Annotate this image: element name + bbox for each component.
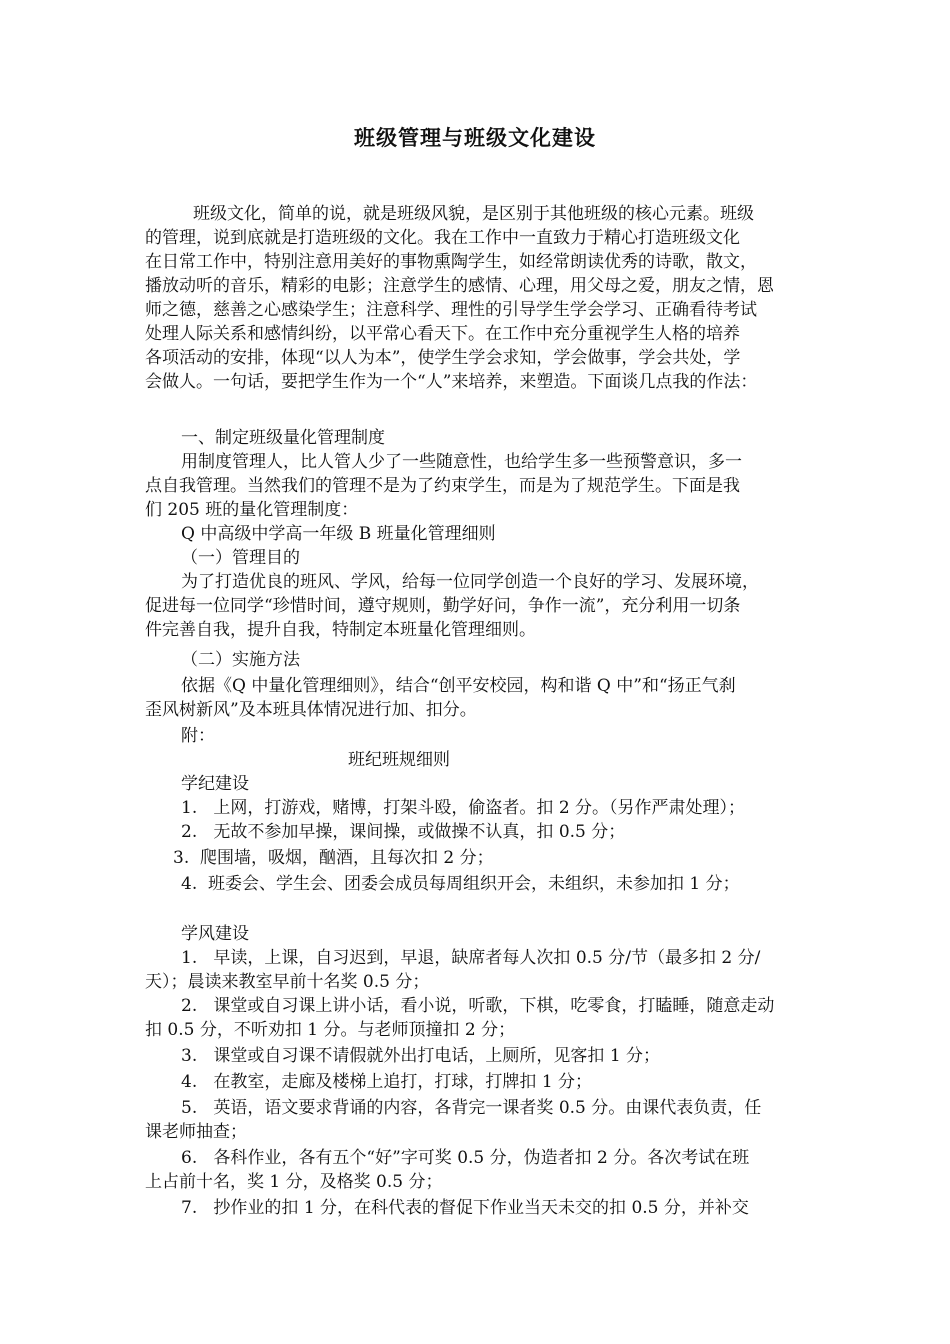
section-para-line-1: 用制度管理人，比人管人少了一些随意性，也给学生多一些预警意识，多一 (181, 452, 742, 472)
section-para-line-2: 点自我管理。当然我们的管理不是为了约束学生，而是为了规范学生。下面是我 (145, 476, 740, 496)
study-line-6: 4. 在教室，走廊及楼梯上追打，打球，打牌扣 1 分； (181, 1072, 593, 1092)
subheading-purpose: （一）管理目的 (181, 548, 300, 568)
method-line-2: 歪风树新风”及本班具体情况进行加、扣分。 (145, 700, 477, 720)
rules-heading: 班纪班规细则 (348, 750, 450, 770)
study-line-5: 3. 课堂或自习课不请假就外出打电话，上厕所，见客扣 1 分； (181, 1046, 661, 1066)
rules-document-title: Q 中高级中学高一年级 B 班量化管理细则 (181, 524, 496, 544)
discipline-item-2: 2. 无故不参加早操，课间操，或做操不认真，扣 0.5 分； (181, 822, 626, 842)
intro-line-5: 师之德，慈善之心感染学生；注意科学、理性的引导学生学会学习、正确看待考试 (145, 300, 757, 320)
study-line-9: 6. 各科作业，各有五个“好”字可奖 0.5 分，伪造者扣 2 分。各次考试在班 (181, 1148, 750, 1168)
study-line-7: 5. 英语，语文要求背诵的内容，各背完一课者奖 0.5 分。由课代表负责，任 (181, 1098, 762, 1118)
intro-line-7: 各项活动的安排，体现“以人为本”，使学生学会求知，学会做事，学会共处，学 (145, 348, 741, 368)
discipline-item-3: 3. 爬围墙，吸烟，酗酒，且每次扣 2 分； (173, 848, 494, 868)
study-heading: 学风建设 (181, 924, 249, 944)
section-heading: 一、制定班级量化管理制度 (181, 428, 385, 448)
intro-line-8: 会做人。一句话，要把学生作为一个“人”来培养，来塑造。下面谈几点我的作法： (145, 372, 758, 392)
subheading-method: （二）实施方法 (181, 650, 300, 670)
study-line-1: 1. 早读，上课，自习迟到，早退，缺席者每人次扣 0.5 分/节（最多扣 2 分/ (181, 948, 761, 968)
document-title: 班级管理与班级文化建设 (354, 125, 596, 150)
discipline-heading: 学纪建设 (181, 774, 249, 794)
discipline-item-4: 4. 班委会、学生会、团委会成员每周组织开会，未组织，未参加扣 1 分； (181, 874, 740, 894)
attachment-label: 附： (181, 726, 215, 746)
study-line-8: 课老师抽查； (145, 1122, 247, 1142)
section-para-line-3: 们 205 班的量化管理制度： (145, 500, 359, 520)
intro-line-6: 处理人际关系和感情纠纷，以平常心看天下。在工作中充分重视学生人格的培养 (145, 324, 740, 344)
discipline-item-1: 1. 上网，打游戏，赌博，打架斗殴，偷盗者。扣 2 分。（另作严肃处理）； (181, 798, 746, 818)
method-line-1: 依据《Q 中量化管理细则》，结合“创平安校园，构和谐 Q 中”和“扬正气刹 (181, 676, 736, 696)
intro-line-1: 班级文化，简单的说，就是班级风貌，是区别于其他班级的核心元素。班级 (193, 204, 754, 224)
study-line-3: 2. 课堂或自习课上讲小话，看小说，听歌，下棋，吃零食，打瞌睡，随意走动 (181, 996, 775, 1016)
purpose-line-3: 件完善自我，提升自我，特制定本班量化管理细则。 (145, 620, 536, 640)
study-line-2: 天）；晨读来教室早前十名奖 0.5 分； (145, 972, 430, 992)
intro-line-2: 的管理，说到底就是打造班级的文化。我在工作中一直致力于精心打造班级文化 (145, 228, 740, 248)
purpose-line-1: 为了打造优良的班风、学风，给每一位同学创造一个良好的学习、发展环境， (181, 572, 759, 592)
study-line-10: 上占前十名，奖 1 分，及格奖 0.5 分； (145, 1172, 443, 1192)
study-line-11: 7. 抄作业的扣 1 分，在科代表的督促下作业当天未交的扣 0.5 分，并补交 (181, 1198, 749, 1218)
study-line-4: 扣 0.5 分，不听劝扣 1 分。与老师顶撞扣 2 分； (145, 1020, 516, 1040)
intro-line-4: 播放动听的音乐，精彩的电影；注意学生的感情、心理，用父母之爱，朋友之情，恩 (145, 276, 774, 296)
purpose-line-2: 促进每一位同学“珍惜时间，遵守规则，勤学好问，争作一流”，充分利用一切条 (145, 596, 741, 616)
intro-line-3: 在日常工作中，特别注意用美好的事物熏陶学生，如经常朗读优秀的诗歌，散文， (145, 252, 757, 272)
